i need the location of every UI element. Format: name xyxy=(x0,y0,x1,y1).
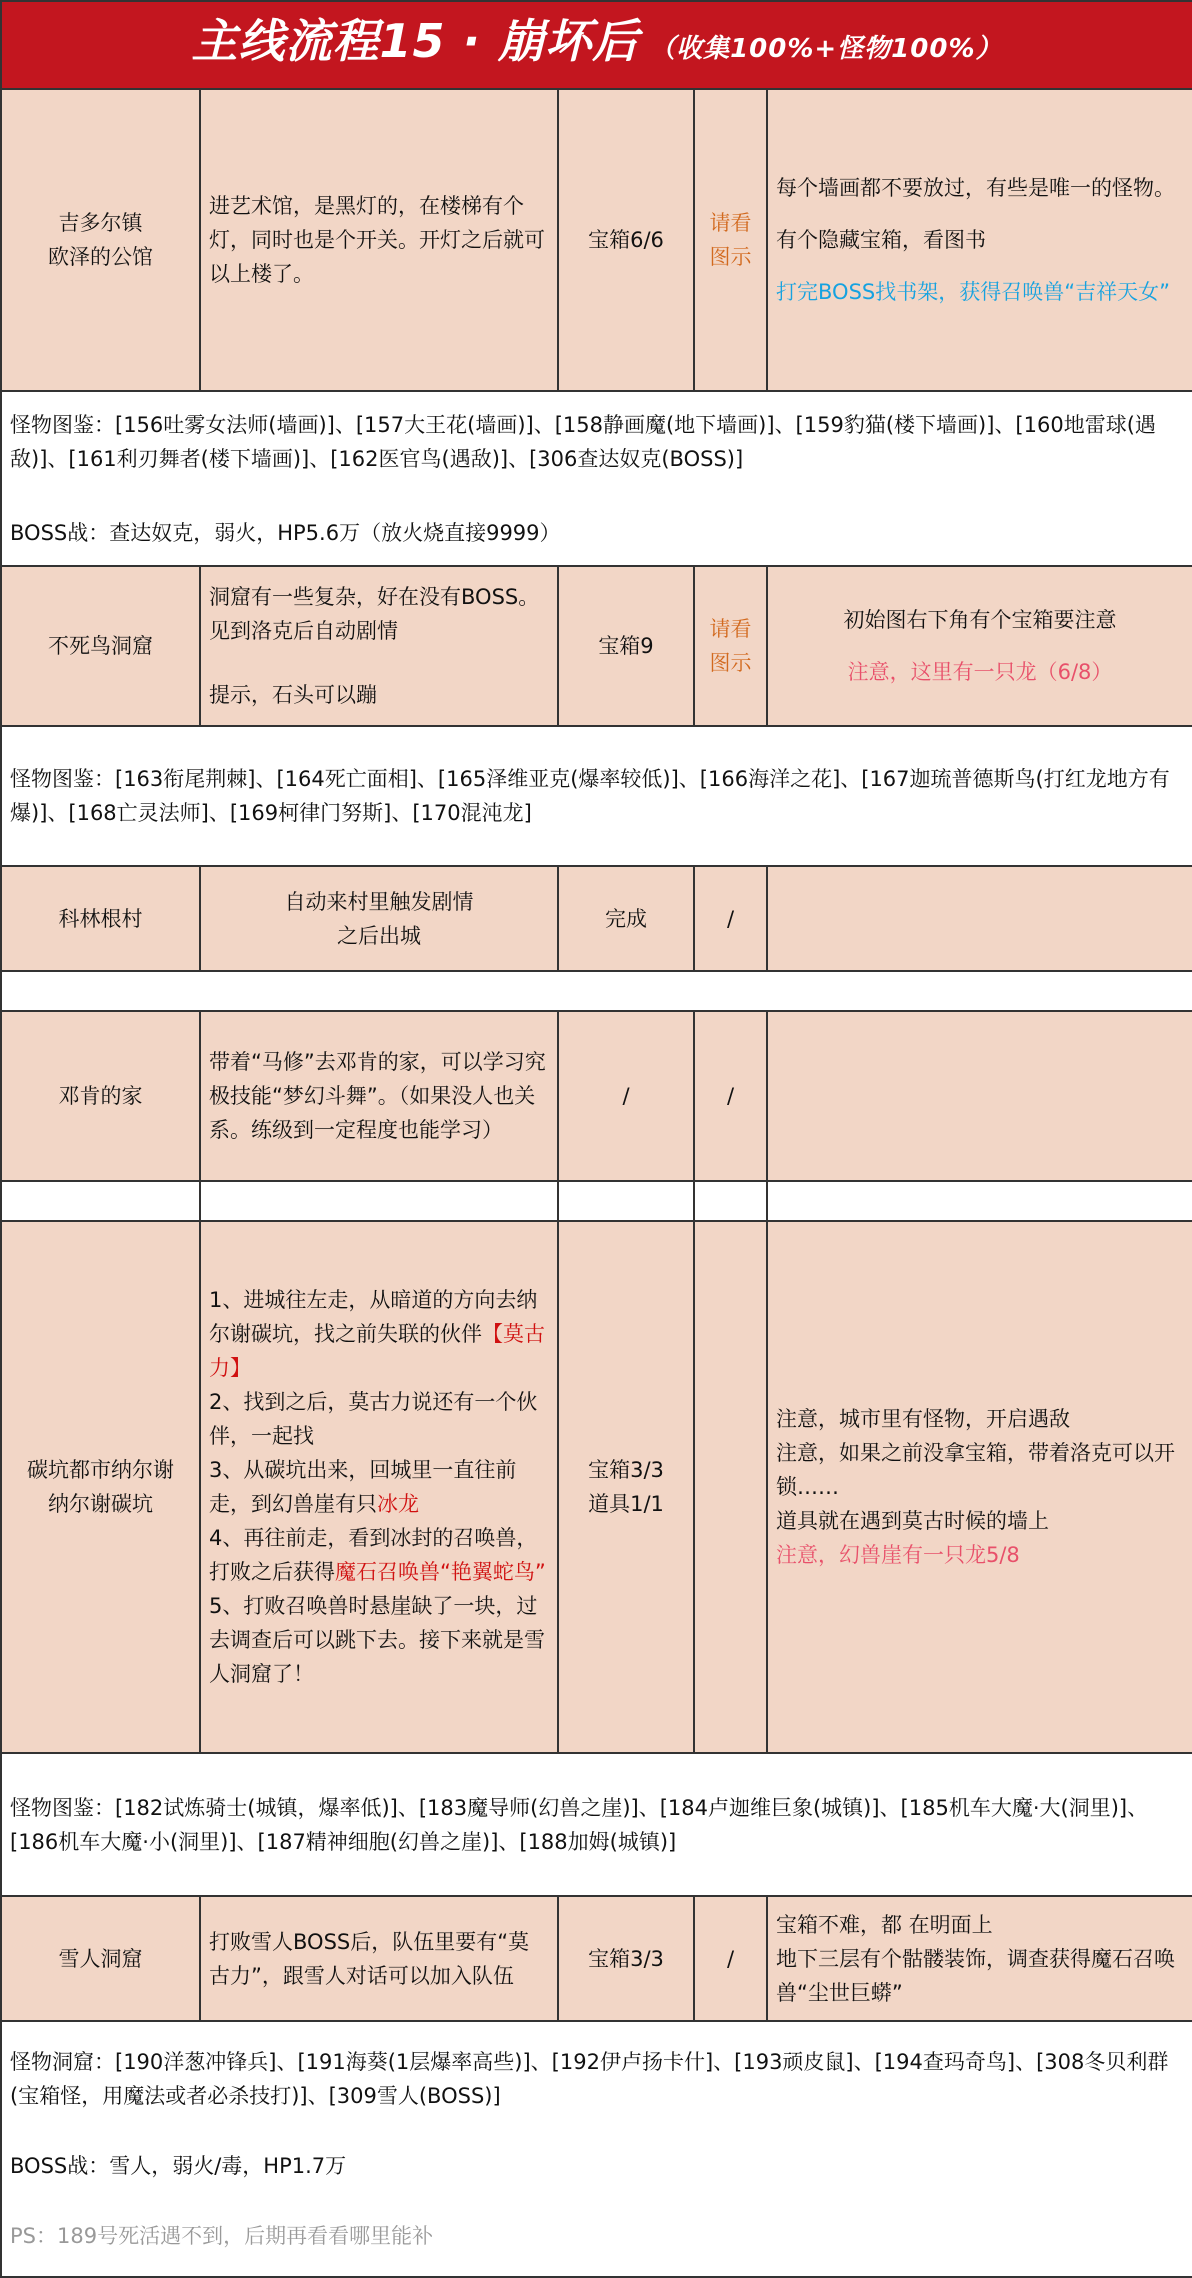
table-row xyxy=(1,89,1192,391)
see-figure-cell xyxy=(694,1221,767,1753)
hint: 提示，石头可以蹦 xyxy=(209,683,377,707)
boss-info: BOSS战：雪人，弱火/毒，HP1.7万 xyxy=(10,2154,347,2178)
step: 1、进城往左走，从暗道的方向去纳尔谢碳坑，找之前失联的伙伴 xyxy=(209,1288,538,1346)
description-cell: 带着“马修”去邓肯的家，可以学习究极技能“梦幻斗舞”。（如果没人也关系。练级到一定程度也能学习） xyxy=(200,1011,558,1181)
notes-cell xyxy=(767,866,1192,971)
table-row xyxy=(1,866,1192,971)
ps-note: PS：189号死活遇不到，后期再看看哪里能补 xyxy=(10,2224,434,2248)
description: 之后出城 xyxy=(337,923,421,948)
table-row xyxy=(1,1221,1192,1753)
description-cell: 进艺术馆，是黑灯的，在楼梯有个灯，同时也是个开关。开灯之后就可以上楼了。 xyxy=(200,89,558,391)
description-cell xyxy=(200,566,558,726)
monster-list-cell xyxy=(1,391,1192,566)
note: 道具就在遇到莫古时候的墙上 xyxy=(776,1509,1049,1533)
step: 3、从碳坑出来，回城里一直往前走，到幻兽崖有只 xyxy=(209,1458,517,1516)
notes-cell xyxy=(767,89,1192,391)
monster-list: 怪物图鉴：[182试炼骑士(城镇，爆率低)]、[183魔导师(幻兽之崖)]、[184卢迦维巨象(城镇)]、[185机车大魔·大(洞里)]、[186机车大魔·小(洞里)]、[187精神细胞(幻兽之崖)]、[188加姆(城镇)] xyxy=(1,1753,1192,1896)
item-count: 道具1/1 xyxy=(588,1492,664,1516)
title-sub: （收集100%+怪物100%） xyxy=(649,34,1003,64)
empty-row xyxy=(1,1181,1192,1221)
note: 每个墙画都不要放过，有些是唯一的怪物。 xyxy=(776,176,1175,200)
step: 2、找到之后，莫古力说还有一个伙伴，一起找 xyxy=(209,1390,538,1448)
table-row xyxy=(1,566,1192,726)
step: 5、打败召唤兽时悬崖缺了一块，过去调查后可以跳下去。接下来就是雪人洞窟了！ xyxy=(209,1594,545,1686)
see-figure-cell: / xyxy=(694,1896,767,2021)
location: 吉多尔镇 xyxy=(58,211,143,235)
chest-cell: 宝箱6/6 xyxy=(558,89,694,391)
note: 注意，幻兽崖有一只龙5/8 xyxy=(776,1543,1020,1567)
note: 注意，城市里有怪物，开启遇敌 xyxy=(776,1407,1070,1431)
see-figure-cell: / xyxy=(694,1011,767,1181)
table-row xyxy=(1,1896,1192,2021)
description-cell xyxy=(200,1221,558,1753)
note: 有个隐藏宝箱，看图书 xyxy=(776,228,986,252)
see-figure-cell: 请看图示 xyxy=(694,566,767,726)
monster-list: 怪物图鉴：[156吐雾女法师(墙画)]、[157大王花(墙画)]、[158静画魔(地下墙画)]、[159豹猫(楼下墙画)]、[160地雷球(遇敌)]、[161利刃舞者(楼下墙画)]、[162医官鸟(遇敌)]、[306查达奴克(BOSS)] xyxy=(10,412,1156,471)
note: 初始图右下角有个宝箱要注意 xyxy=(843,608,1117,632)
chest-count: 宝箱3/3 xyxy=(588,1458,664,1482)
description-cell xyxy=(200,866,558,971)
location: 碳坑都市纳尔谢 xyxy=(27,1458,174,1482)
step: 4、再往前走，看到冰封的召唤兽，打败之后获得 xyxy=(209,1526,538,1584)
chest-cell: 宝箱9 xyxy=(558,566,694,726)
location-cell: 科林根村 xyxy=(1,866,200,971)
monster-list: 怪物图鉴：[163衔尾荆棘]、[164死亡面相]、[165泽维亚克(爆率较低)]、[166海洋之花]、[167迦琉普德斯鸟(打红龙地方有爆)]、[168亡灵法师]、[169柯律门努斯]、[170混沌龙] xyxy=(1,726,1192,866)
notes-cell xyxy=(767,1221,1192,1753)
description-cell: 打败雪人BOSS后，队伍里要有“莫古力”，跟雪人对话可以加入队伍 xyxy=(200,1896,558,2021)
notes-cell xyxy=(767,566,1192,726)
description: 洞窟有一些复杂，好在没有BOSS。见到洛克后自动剧情 xyxy=(209,585,540,643)
see-figure-cell: 请看图示 xyxy=(694,89,767,391)
empty-row xyxy=(1,971,1192,1011)
location-cell: 邓肯的家 xyxy=(1,1011,200,1181)
description: 自动来村里触发剧情 xyxy=(284,889,474,914)
location-cell xyxy=(1,89,200,391)
location-cell xyxy=(1,1221,200,1753)
note: 宝箱不难，都 在明面上 xyxy=(776,1912,993,1937)
note: 地下三层有个骷髅装饰，调查获得魔石召唤兽“尘世巨蟒” xyxy=(776,1946,1175,2005)
monster-list: 怪物洞窟：[190洋葱冲锋兵]、[191海葵(1层爆率高些)]、[192伊卢扬卡什]、[193顽皮鼠]、[194查玛奇鸟]、[308冬贝利群(宝箱怪，用魔法或者必杀技打)]、[309雪人(BOSS)] xyxy=(10,2050,1169,2108)
chest-cell: 宝箱3/3 xyxy=(558,1896,694,2021)
notes-cell xyxy=(767,1011,1192,1181)
location-cell: 雪人洞窟 xyxy=(1,1896,200,2021)
chest-cell: / xyxy=(558,1011,694,1181)
page-title xyxy=(1,1,1192,89)
highlight: 冰龙 xyxy=(377,1492,419,1516)
note: 注意，如果之前没拿宝箱，带着洛克可以开锁…… xyxy=(776,1441,1175,1499)
chest-cell xyxy=(558,1221,694,1753)
sublocation: 纳尔谢碳坑 xyxy=(48,1492,153,1516)
sublocation: 欧泽的公馆 xyxy=(48,245,153,269)
highlight: 【莫古力】 xyxy=(209,1322,545,1380)
note: 注意，这里有一只龙（6/8） xyxy=(847,660,1113,684)
note: 打完BOSS找书架，获得召唤兽“吉祥天女” xyxy=(776,280,1170,304)
title-main: 主线流程15 · 崩坏后 xyxy=(191,14,640,68)
chest-cell: 完成 xyxy=(558,866,694,971)
highlight: 魔石召唤兽“艳翼蛇鸟” xyxy=(335,1560,546,1584)
location-cell: 不死鸟洞窟 xyxy=(1,566,200,726)
boss-info: BOSS战：查达奴克，弱火，HP5.6万（放火烧直接9999） xyxy=(10,520,561,545)
see-figure-cell: / xyxy=(694,866,767,971)
table-row xyxy=(1,1011,1192,1181)
notes-cell xyxy=(767,1896,1192,2021)
monster-list-cell xyxy=(1,2021,1192,2277)
